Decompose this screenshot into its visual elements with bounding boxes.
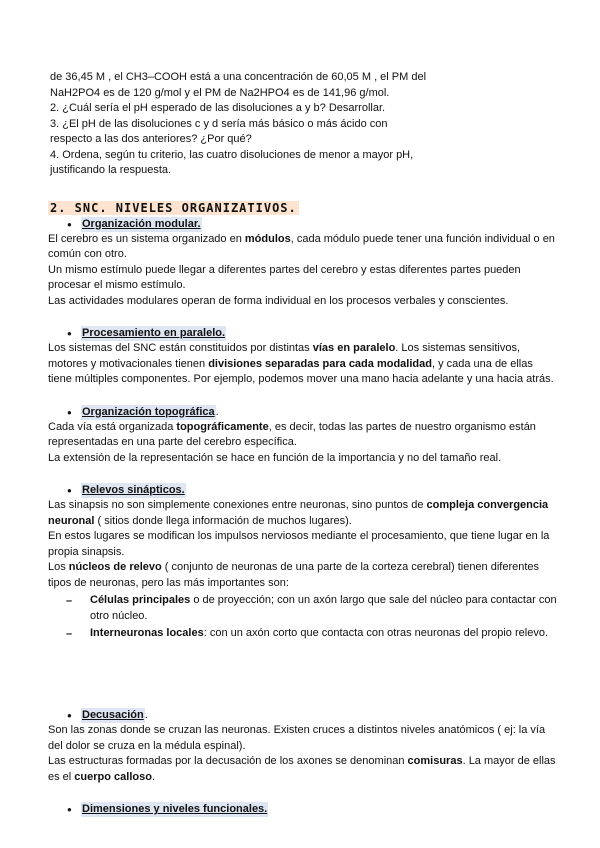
text-span: , cada módulo puede tener una función individual o en bbox=[290, 232, 555, 245]
subsection-heading-topografica bbox=[67, 405, 568, 420]
bullet-icon: ● bbox=[67, 219, 72, 229]
bold-term: comisuras bbox=[407, 755, 463, 767]
paragraph-line: procesar el mismo estímulo. bbox=[48, 279, 186, 291]
subsection-heading-dimensiones bbox=[67, 802, 568, 817]
bold-term: núcleos de relevo bbox=[68, 561, 162, 573]
paragraph-line bbox=[48, 754, 568, 770]
intro-line: justificando la respuesta. bbox=[50, 164, 172, 176]
text-span: Cada vía está organizada bbox=[48, 420, 177, 433]
subsection-title: Decusación bbox=[82, 709, 144, 721]
text-span: El cerebro es un sistema organizado en bbox=[48, 232, 245, 245]
spacer bbox=[48, 643, 568, 691]
intro-line: de 36,45 M , el CH3–COOH está a una concentración de 60,05 M , el PM del bbox=[50, 71, 427, 83]
bold-term: topográficamente bbox=[176, 420, 269, 433]
paragraph-line bbox=[48, 232, 568, 248]
list-line: otro núcleo. bbox=[90, 609, 148, 622]
subsection-title: Relevos sinápticos. bbox=[82, 484, 185, 496]
list-item bbox=[66, 626, 568, 643]
subsection-heading-decusacion bbox=[67, 708, 568, 723]
paragraph-line: tiene múltiples componentes. Por ejemplo, podemos mover una mano hacia adelante y una hacia atrás. bbox=[48, 373, 554, 385]
list-line bbox=[90, 626, 548, 643]
text-span: . La mayor de ellas bbox=[462, 755, 556, 767]
paragraph-line: propia sinapsis. bbox=[48, 545, 125, 558]
subsection-title: Procesamiento en paralelo. bbox=[82, 327, 226, 339]
paragraph-line: En estos lugares se modifican los impulsos nerviosos mediante el procesamiento, que tiene lugar en la bbox=[48, 530, 550, 542]
subsection-heading-relevos bbox=[67, 483, 568, 498]
subsection-title: Organización modular. bbox=[82, 217, 201, 230]
text-span: , y cada una de ellas bbox=[431, 357, 533, 370]
bullet-icon: ● bbox=[67, 407, 72, 417]
text-span: Las estructuras formadas por la decusación de los axones se denominan bbox=[48, 755, 408, 767]
paragraph-line: Las actividades modulares operan de forma individual en los procesos verbales y conscientes. bbox=[48, 294, 509, 307]
text-span: : con un axón corto que contacta con otras neuronas del propio relevo. bbox=[203, 627, 548, 639]
paragraph-line bbox=[48, 420, 568, 436]
intro-text bbox=[48, 70, 568, 179]
subsection-heading-modular bbox=[67, 217, 568, 232]
text-span: , es decir, todas las partes de nuestro organismo están bbox=[268, 420, 536, 433]
paragraph-line: Un mismo estímulo puede llegar a diferentes partes del cerebro y estas diferentes partes pueden bbox=[48, 263, 521, 276]
paragraph-line: La extensión de la representación se hace en función de la importancia y no del tamaño real. bbox=[48, 451, 502, 464]
bold-term: vías en paralelo bbox=[312, 342, 396, 354]
intro-line: respecto a las dos anteriores? ¿Por qué? bbox=[50, 133, 252, 145]
text-span: . bbox=[151, 770, 155, 783]
text-span: . Los sistemas sensitivos, bbox=[395, 342, 521, 354]
intro-line: 2. ¿Cuál sería el pH esperado de las disoluciones a y b? Desarrollar. bbox=[50, 102, 386, 114]
paragraph-line: común con otro. bbox=[48, 248, 127, 260]
bold-term: neuronal bbox=[48, 514, 95, 527]
paragraph-line: representadas en una parte del cerebro específica. bbox=[48, 436, 297, 448]
section-title: 2. SNC. NIVELES ORGANIZATIVOS. bbox=[50, 200, 297, 215]
paragraph-line: tipos de neuronas, pero las más importantes son: bbox=[48, 576, 289, 589]
list-item-text bbox=[90, 593, 557, 624]
bold-term: módulos bbox=[244, 232, 291, 245]
paragraph-line bbox=[48, 341, 568, 357]
paragraph-line bbox=[48, 514, 568, 530]
bold-term: Interneuronas locales bbox=[90, 627, 204, 639]
intro-line: 4. Ordena, según tu criterio, las cuatro disoluciones de menor a mayor pH, bbox=[50, 148, 414, 161]
text-span: motores y motivacionales tienen bbox=[48, 357, 209, 370]
list-line bbox=[90, 593, 557, 609]
bullet-icon: ● bbox=[67, 329, 72, 338]
text-span: ( conjunto de neuronas de una parte de la corteza cerebral) tienen diferentes bbox=[161, 561, 540, 573]
paragraph-line bbox=[48, 560, 568, 576]
text-span: Los bbox=[48, 561, 69, 573]
subsection-heading-paralelo bbox=[67, 326, 568, 341]
paragraph-line bbox=[48, 770, 568, 786]
list-item bbox=[66, 593, 568, 624]
subsection-title-period: . bbox=[215, 405, 219, 418]
paragraph-line bbox=[48, 357, 568, 373]
text-span: Las sinapsis no son simplemente conexiones entre neuronas, sino puntos de bbox=[48, 499, 427, 511]
bold-term: compleja convergencia bbox=[426, 499, 549, 511]
intro-line: NaH2PO4 es de 120 g/mol y el PM de Na2HPO4 es de 141,96 g/mol. bbox=[50, 86, 390, 99]
paragraph-line: del dolor se cruza en la médula espinal). bbox=[48, 739, 246, 752]
text-span: Los sistemas del SNC están constituidos por distintas bbox=[48, 342, 313, 354]
text-span: o de proyección; con un axón largo que sale del núcleo para contactar con bbox=[190, 594, 557, 606]
bold-term: cuerpo calloso bbox=[74, 770, 152, 783]
bold-term: Células principales bbox=[90, 594, 191, 606]
subsection-title: Dimensiones y niveles funcionales. bbox=[82, 803, 268, 815]
text-span: es el bbox=[48, 770, 75, 783]
subsection-title: Organización topográfica bbox=[82, 405, 215, 418]
dash-bullet: – bbox=[66, 628, 73, 640]
paragraph-line: Son las zonas donde se cruzan las neuronas. Existen cruces a distintos niveles anatómicos ( ej: la vía bbox=[48, 724, 546, 736]
text-span: ( sitios donde llega información de muchos lugares). bbox=[94, 514, 352, 527]
bullet-icon: ● bbox=[67, 805, 72, 814]
bullet-icon: ● bbox=[67, 711, 72, 720]
dash-bullet: – bbox=[66, 595, 73, 607]
bullet-icon: ● bbox=[67, 486, 72, 495]
document-page bbox=[48, 70, 568, 817]
subsection-title-period: . bbox=[144, 709, 148, 721]
bold-term: divisiones separadas para cada modalidad bbox=[208, 357, 432, 370]
paragraph-line bbox=[48, 498, 568, 514]
intro-line: 3. ¿El pH de las disoluciones c y d sería más básico o más ácido con bbox=[50, 117, 388, 130]
